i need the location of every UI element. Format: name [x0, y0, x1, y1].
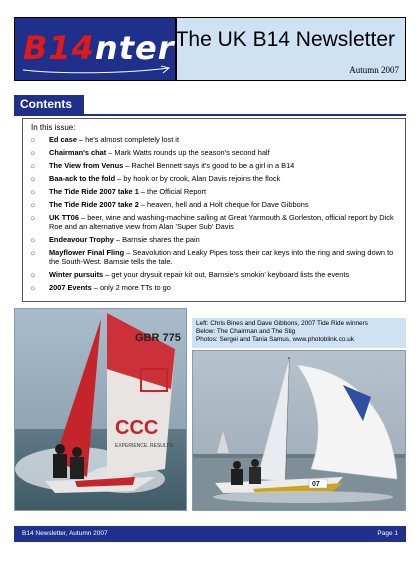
contents-item-description: – he's almost completely lost it — [76, 135, 180, 144]
contents-item-description: – the Official Report — [138, 187, 207, 196]
photo-caption — [192, 318, 406, 348]
contents-item-title: Endeavour Trophy — [49, 235, 114, 244]
contents-item-title: Mayflower Final Fling — [49, 248, 125, 257]
sun-bullet-icon: ☼ — [29, 270, 37, 279]
contents-item-title: UK TT06 — [49, 213, 79, 222]
contents-list — [22, 118, 406, 302]
caption-line: Below: The Chairman and The Stig — [196, 328, 296, 336]
sun-bullet-icon: ☼ — [29, 148, 37, 157]
contents-item — [29, 235, 399, 244]
contents-item — [29, 148, 399, 157]
caption-line: Photos: Sergei and Tania Samus, www.photoblink.co.uk — [196, 336, 354, 344]
contents-item — [29, 135, 399, 144]
contents-item-description: – Rachel Bennett says it's good to be a girl in a B14 — [123, 161, 295, 170]
contents-item — [29, 161, 399, 170]
contents-item-description: – beer, wine and washing-machine sailing at Great Yarmouth & Gorleston, official report by Dick Roe and an alternative view from Alan 'Super Sub' Davis — [49, 213, 394, 231]
contents-item-description: – only 2 more TTs to go — [91, 283, 171, 292]
page-footer — [14, 526, 406, 542]
sun-bullet-icon: ☼ — [29, 135, 37, 144]
contents-item-title: Baa-ack to the fold — [49, 174, 116, 183]
contents-item-description: – Mark Watts rounds up the season's second half — [106, 148, 270, 157]
contents-item-title: The Tide Ride 2007 take 2 — [49, 200, 139, 209]
contents-item-title: Winter pursuits — [49, 270, 104, 279]
contents-item — [29, 187, 399, 196]
sun-bullet-icon: ☼ — [29, 200, 37, 209]
sun-bullet-icon: ☼ — [29, 161, 37, 170]
sun-bullet-icon: ☼ — [29, 235, 37, 244]
sail-number: GBR 775 — [135, 332, 181, 344]
contents-item — [29, 200, 399, 209]
newsletter-logo — [14, 17, 176, 81]
sun-bullet-icon: ☼ — [29, 213, 37, 222]
photo-chairman-and-stig — [192, 350, 406, 511]
sun-bullet-icon: ☼ — [29, 174, 37, 183]
contents-item-description: – Seavolution and Leaky Pipes toss their car keys into the ring and swing down to the South-West. Barnsie tells the tale. — [49, 248, 394, 266]
contents-item-title: Ed case — [49, 135, 77, 144]
contents-item — [29, 248, 399, 266]
logo-text: B14nter — [23, 29, 175, 67]
contents-item-description: – get your drysuit repair kit out, Barnsie's smokin' keyboard lists the events — [103, 270, 350, 279]
contents-item — [29, 270, 399, 279]
contents-item — [29, 213, 399, 231]
contents-heading: Contents — [14, 95, 84, 114]
contents-rule — [14, 114, 406, 116]
contents-item-description: – Barnsie shares the pain — [113, 235, 200, 244]
sun-bullet-icon: ☼ — [29, 283, 37, 292]
sun-bullet-icon: ☼ — [29, 248, 37, 257]
hull-number: 07 — [312, 481, 320, 488]
contents-item-title: The Tide Ride 2007 take 1 — [49, 187, 139, 196]
page-number: Page 1 — [377, 530, 398, 537]
issue-label: Autumn 2007 — [349, 65, 399, 75]
contents-item-title: The View from Venus — [49, 161, 124, 170]
contents-item-title: Chairman's chat — [49, 148, 107, 157]
sun-bullet-icon: ☼ — [29, 187, 37, 196]
newsletter-title: The UK B14 Newsletter — [175, 28, 395, 51]
photo-tide-ride-winners — [14, 308, 187, 511]
contents-item — [29, 174, 399, 183]
contents-item-description: – heaven, hell and a Holt cheque for Dave Gibbons — [138, 200, 309, 209]
caption-line: Left: Chris Bines and Dave Gibbons, 2007 Tide Ride winners — [196, 320, 368, 327]
contents-intro: In this issue: — [31, 123, 76, 132]
sail-logo: CCC — [115, 417, 159, 439]
footer-title: B14 Newsletter, Autumn 2007 — [22, 530, 108, 537]
logo-swoosh-icon — [21, 64, 171, 76]
sail-slogan: EXPERIENCE. RESULTS. — [115, 443, 175, 449]
contents-item-description: – by hook or by crook, Alan Davis rejoins the flock — [115, 174, 281, 183]
contents-item — [29, 283, 399, 292]
contents-item-title: 2007 Events — [49, 283, 92, 292]
title-banner — [176, 17, 406, 81]
